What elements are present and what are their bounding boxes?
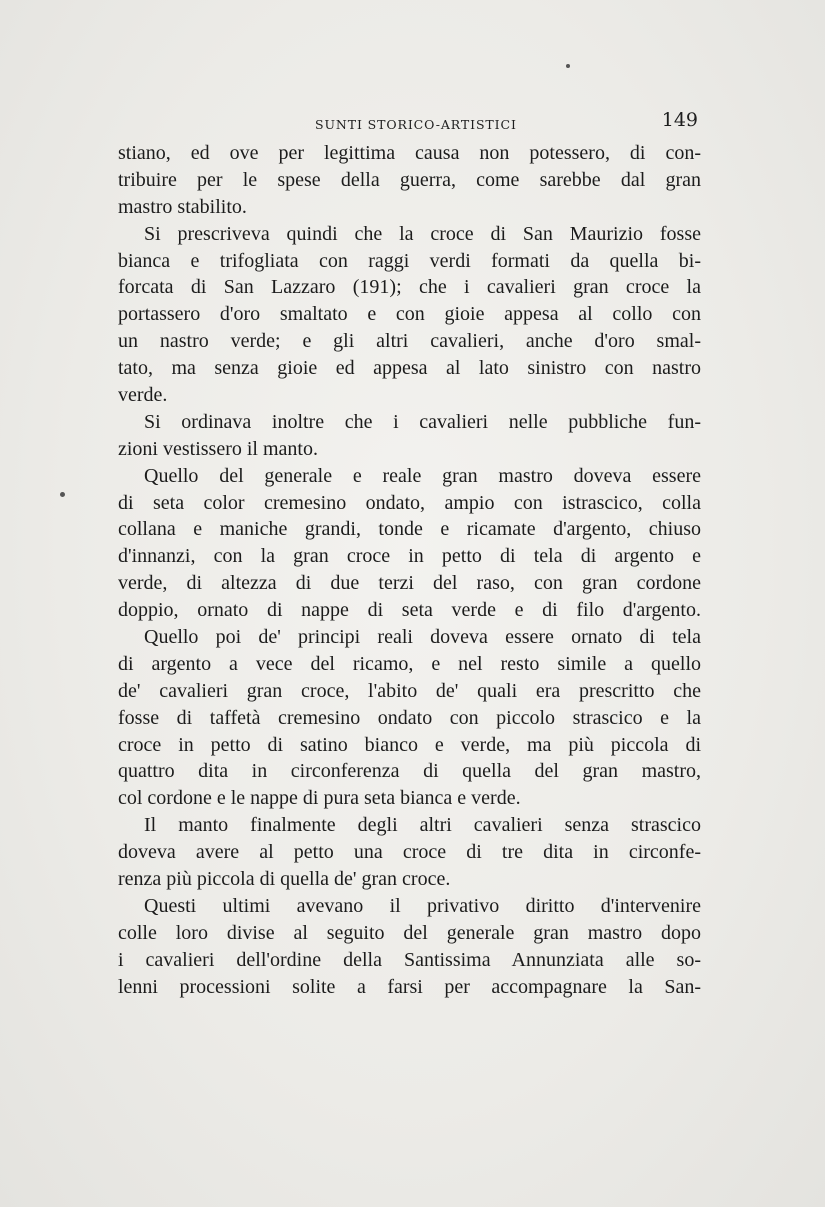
text-line: colle loro divise al seguito del generale gran mastro dopo (118, 921, 701, 944)
text-line: quattro dita in circonferenza di quella del gran mastro, (118, 760, 701, 783)
text-line: tribuire per le spese della guerra, come sarebbe dal gran (118, 168, 701, 191)
text-line: croce in petto di satino bianco e verde, ma più piccola di (118, 733, 701, 756)
running-title: SUNTI STORICO-ARTISTICI (315, 117, 517, 132)
text-line: bianca e trifogliata con raggi verdi formati da quella bi- (118, 249, 701, 272)
text-line: mastro stabilito. (118, 195, 247, 218)
text-line: lenni processioni solite a farsi per accompagnare la San- (118, 975, 701, 998)
text-line: doppio, ornato di nappe di seta verde e di filo d'argento. (118, 599, 701, 622)
text-line: Il manto finalmente degli altri cavalieri senza strascico (144, 814, 701, 837)
text-line: verde, di altezza di due terzi del raso, con gran cordone (118, 572, 701, 595)
text-line: zioni vestissero il manto. (118, 437, 318, 460)
text-line: di argento a vece del ricamo, e nel resto simile a quello (118, 652, 701, 675)
text-line: Si ordinava inoltre che i cavalieri nelle pubbliche fun- (144, 410, 701, 433)
page-number: 149 (661, 109, 698, 131)
body-text (118, 140, 701, 1001)
text-line: tato, ma senza gioie ed appesa al lato sinistro con nastro (118, 357, 701, 380)
text-line: fosse di taffetà cremesino ondato con piccolo strascico e la (118, 706, 701, 729)
text-line: un nastro verde; e gli altri cavalieri, anche d'oro smal- (118, 330, 701, 353)
text-line: Quello del generale e reale gran mastro doveva essere (144, 464, 701, 487)
text-line: collana e maniche grandi, tonde e ricamate d'argento, chiuso (118, 518, 701, 541)
ink-speck (60, 492, 65, 497)
text-line: Questi ultimi avevano il privativo diritto d'intervenire (144, 894, 701, 917)
ink-speck (566, 64, 570, 68)
running-header (118, 105, 700, 135)
text-line: forcata di San Lazzaro (191); che i cavalieri gran croce la (118, 276, 701, 299)
text-line: d'innanzi, con la gran croce in petto di tela di argento e (118, 545, 701, 568)
text-line: Quello poi de' principi reali doveva essere ornato di tela (144, 626, 701, 649)
text-line: col cordone e le nappe di pura seta bianca e verde. (118, 787, 521, 810)
text-line: stiano, ed ove per legittima causa non potessero, di con- (118, 142, 701, 164)
text-line: de' cavalieri gran croce, l'abito de' quali era prescritto che (118, 679, 701, 702)
text-line: Si prescriveva quindi che la croce di San Maurizio fosse (144, 222, 701, 245)
text-line: i cavalieri dell'ordine della Santissima Annunziata alle so- (118, 948, 701, 971)
text-line: renza più piccola di quella de' gran croce. (118, 868, 451, 891)
text-line: doveva avere al petto una croce di tre dita in circonfe- (118, 841, 701, 864)
text-line: verde. (118, 384, 168, 407)
text-line: portassero d'oro smaltato e con gioie appesa al collo con (118, 303, 701, 326)
text-line: di seta color cremesino ondato, ampio con istrascico, colla (118, 491, 701, 514)
